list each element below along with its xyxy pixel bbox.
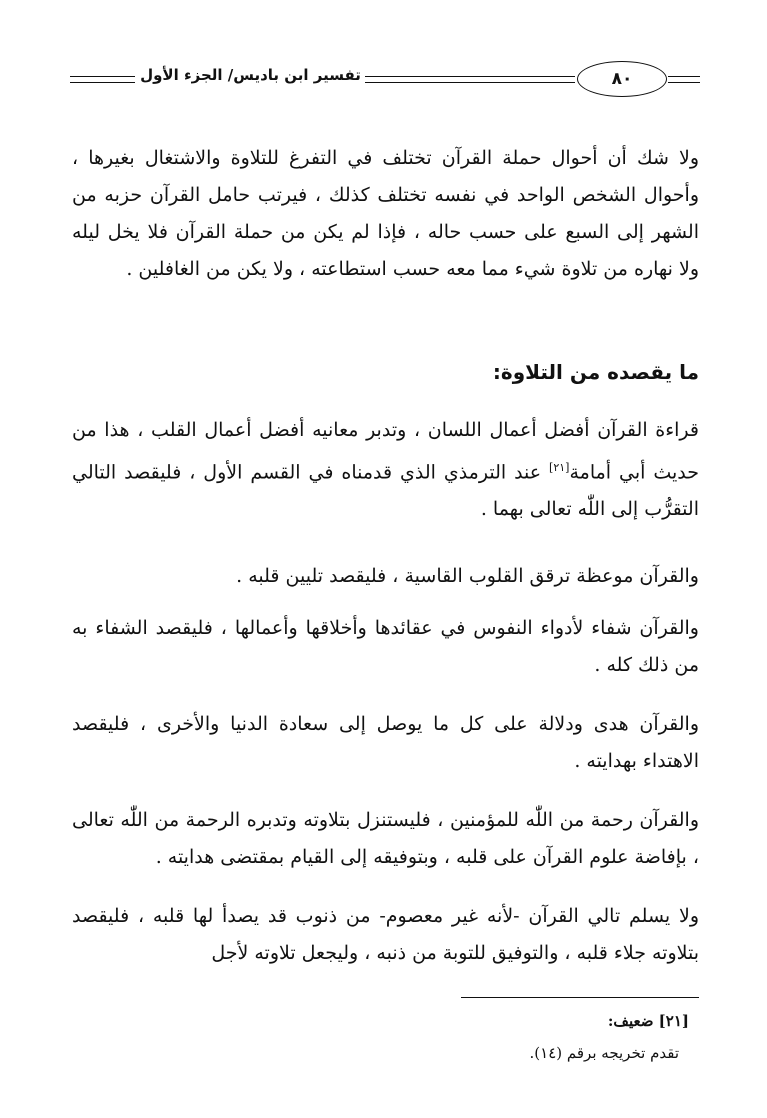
paragraph-text: ولا يسلم تالي القرآن -لأنه غير معصوم- من ذنوب قد يصدأ لها قلبه ، فليقصد بتلاوته جلاء قلبه ، والتوفيق للتوبة من ذنبه ، وليجعل تلاوته لأجل — [72, 905, 699, 964]
paragraph — [72, 558, 699, 595]
footnote-text: تقدم تخريجه برقم (١٤). — [529, 1044, 679, 1062]
paragraph-text — [72, 412, 699, 528]
header-rule — [365, 76, 575, 83]
running-title: تفسير ابن باديس/ الجزء الأول — [140, 66, 361, 84]
page-header — [70, 58, 700, 98]
paragraph — [72, 706, 699, 780]
header-rule — [668, 76, 700, 83]
paragraph-text: ولا شك أن أحوال حملة القرآن تختلف في التفرغ للتلاوة والاشتغال بغيرها ، وأحوال الشخص الواحد في نفسه تختلف كذلك ، فيرتب حامل القرآن حزبه من الشهر إلى السبع على حسب حاله ، فإذا لم يكن من حملة القرآن فلا يخل ليله ولا نهاره من تلاوة شيء مما معه حسب استطاعته ، ولا يكن من الغافلين . — [72, 147, 699, 280]
section-heading: ما يقصده من التلاوة: — [492, 360, 699, 384]
paragraph-text: والقرآن هدى ودلالة على كل ما يوصل إلى سعادة الدنيا والأخرى ، فليقصد الاهتداء بهدايته . — [72, 713, 699, 772]
paragraph-text-end: عند الترمذي الذي قدمناه في القسم الأول ، فليقصد التالي التقرُّب إلى اللّٰه تعالى بهما . — [72, 461, 699, 521]
footnote-reference: [٢١] — [549, 461, 570, 474]
paragraph-text: والقرآن موعظة ترقق القلوب القاسية ، فليقصد تليين قلبه . — [236, 565, 699, 587]
page-number: ٨٠ — [577, 61, 667, 97]
paragraph — [72, 610, 699, 684]
paragraph — [72, 412, 699, 528]
footnote-separator — [461, 997, 699, 998]
paragraph-text: والقرآن شفاء لأدواء النفوس في عقائدها وأخلاقها وأعمالها ، فليقصد الشفاء به من ذلك كله . — [72, 617, 699, 676]
paragraph — [72, 802, 699, 876]
paragraph-text-start: قراءة القرآن أفضل أعمال اللسان ، وتدبر معانيه أفضل أعمال القلب ، هذا من حديث أبي أمامة — [72, 419, 699, 484]
paragraph-text: والقرآن رحمة من اللّٰه للمؤمنين ، فليستنزل بتلاوته وتدبره الرحمة من اللّٰه تعالى ، بإفاضة علوم القرآن على قلبه ، وبتوفيقه إلى القيام بمقتضى هدايته . — [72, 809, 699, 868]
header-rule — [70, 76, 135, 83]
footnote-heading: [٢١] ضعيف: — [607, 1012, 689, 1030]
paragraph — [72, 898, 699, 972]
paragraph — [72, 140, 699, 288]
